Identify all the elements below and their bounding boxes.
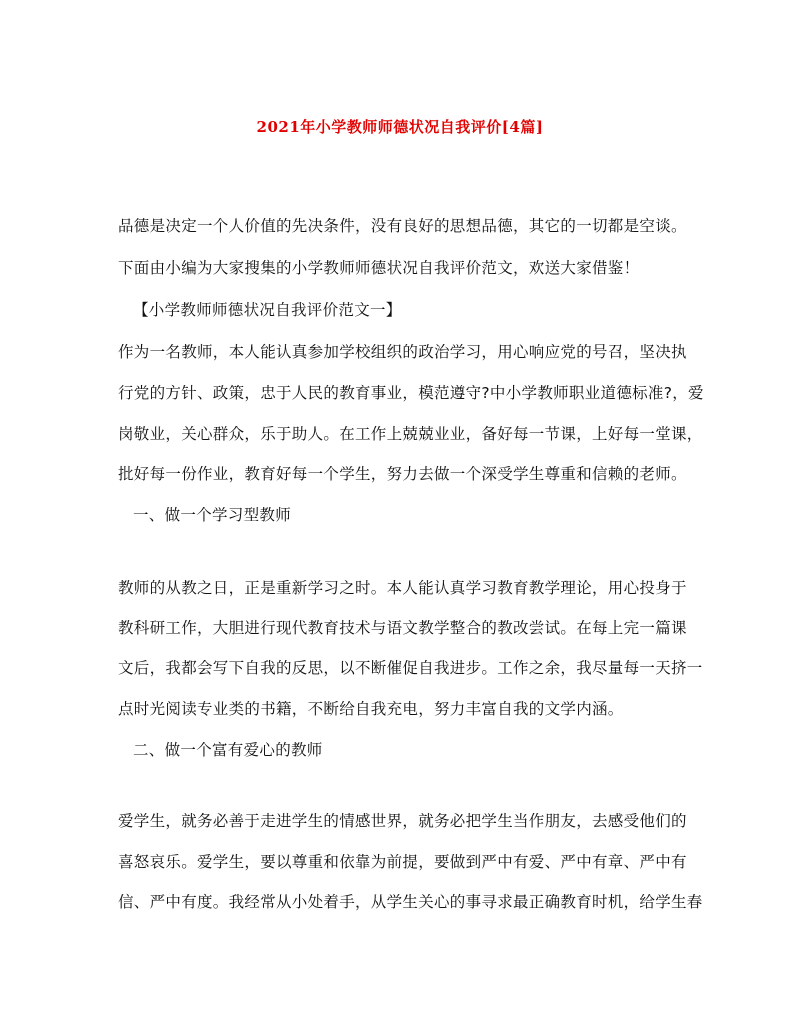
paragraph-line: 点时光阅读专业类的书籍，不断给自我充电，努力丰富自我的文学内涵。 <box>118 700 624 718</box>
paragraph-line: 喜怒哀乐。爱学生，要以尊重和依靠为前提，要做到严中有爱、严中有章、严中有 <box>118 853 687 871</box>
paragraph-line: 下面由小编为大家搜集的小学教师师德状况自我评价范文，欢送大家借鉴！ <box>118 259 640 277</box>
paragraph-line: 岗敬业，关心群众，乐于助人。在工作上兢兢业业，备好每一节课，上好每一堂课， <box>118 425 703 443</box>
document-title: 2021年小学教师师德状况自我评价[4篇] <box>256 118 544 136</box>
paragraph-line: 文后，我都会写下自我的反思，以不断催促自我进步。工作之余，我尽量每一天挤一 <box>118 659 703 677</box>
paragraph-line: 信、严中有度。我经常从小处着手，从学生关心的事寻求最正确教育时机，给学生春 <box>118 893 703 911</box>
paragraph-line: 教师的从教之日，正是重新学习之时。本人能认真学习教育教学理论，用心投身于 <box>118 579 687 597</box>
paragraph-line: 作为一名教师，本人能认真参加学校组织的政治学习，用心响应党的号召，坚决执 <box>118 343 687 361</box>
paragraph-line: 教科研工作，大胆进行现代教育技术与语文教学整合的教改尝试。在每上完一篇课 <box>118 619 687 637</box>
paragraph-line: 爱学生，就务必善于走进学生的情感世界，就务必把学生当作朋友，去感受他们的 <box>118 812 687 830</box>
paragraph-line: 行党的方针、政策，忠于人民的教育事业，模范遵守?中小学教师职业道德标准?，爱 <box>118 384 704 402</box>
paragraph-line: 批好每一份作业，教育好每一个学生，努力去做一个深受学生尊重和信赖的老师。 <box>118 465 687 483</box>
section-heading: 二、做一个富有爱心的教师 <box>133 741 323 759</box>
section-heading: 一、做一个学习型教师 <box>133 506 292 524</box>
paragraph-line: 品德是决定一个人价值的先决条件，没有良好的思想品德，其它的一切都是空谈。 <box>118 217 687 235</box>
section-heading: 【小学教师师德状况自我评价范文一】 <box>133 301 402 319</box>
